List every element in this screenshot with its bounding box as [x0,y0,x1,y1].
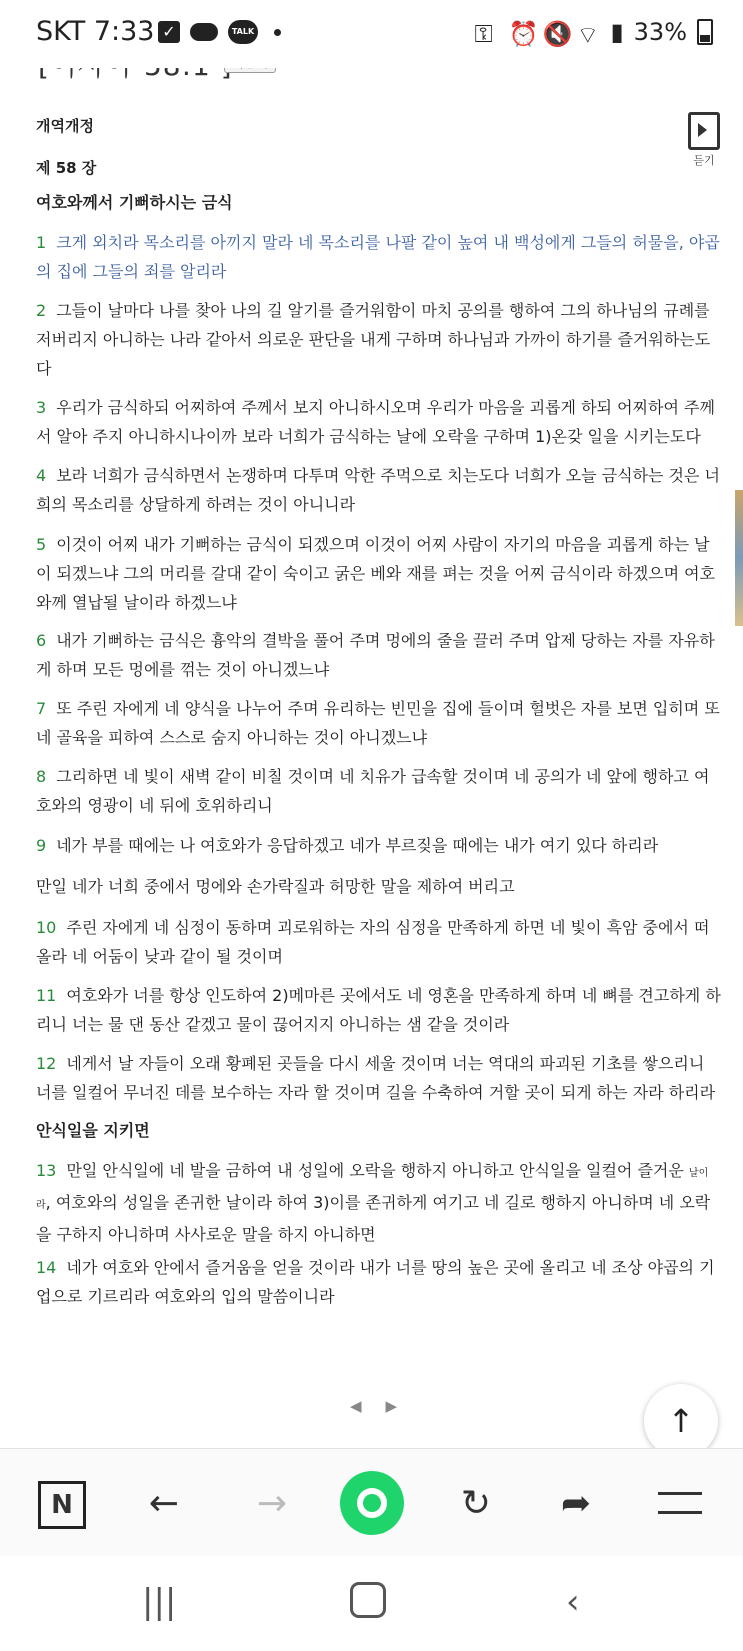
verse-text: 보라 너희가 금식하면서 논쟁하며 다투며 악한 주먹으로 치는도다 너희가 오늘 금식하는 것은 너희의 목소리를 상달하게 하려는 것이 아니니라 [36,466,721,514]
audio-play-icon [688,112,720,150]
verse-text: 주린 자에게 네 심정이 동하며 괴로워하는 자의 심정을 만족하게 하면 네 빛이 흑암 중에서 떠올라 네 어둠이 낮과 같이 될 것이며 [36,918,710,966]
verse-text: 만일 네가 너희 중에서 멍에와 손가락질과 허망한 말을 제하여 버리고 [36,877,515,896]
refresh-icon[interactable]: ↻ [460,1482,492,1524]
verse-text-small: 날이라 [36,1168,709,1211]
system-back-icon[interactable]: ‹ [566,1582,580,1622]
verse-text: 여호와가 너를 항상 인도하여 2)메마른 곳에서도 네 영혼을 만족하게 하며 네 뼈를 견고하게 하리니 너는 물 댄 동산 같겠고 물이 끊어지지 아니하는 샘 같을 것이라 [36,986,721,1034]
verse-text: 그들이 날마다 나를 찾아 나의 길 알기를 즐거워함이 마치 공의를 행하여 그의 하나님의 규례를 저버리지 아니하는 나라 같아서 의로운 판단을 내게 구하며 하나님과 가까이 하기를 즐거워하는도다 [36,301,711,378]
listen-button[interactable] [684,112,724,168]
version-title: 개역개정 [36,117,94,135]
verse-text: 우리가 금식하되 어찌하여 주께서 보지 아니하시오며 우리가 마음을 괴롭게 하되 어찌하여 주께서 알아 주지 아니하시나이까 보라 너희가 금식하는 날에 오락을 구하며 1)온갖 일을 시키는도다 [36,398,715,446]
verse-number: 7 [36,699,47,718]
listen-label: 듣기 [693,154,715,167]
share-icon[interactable]: ➦ [560,1482,592,1524]
verse-6[interactable] [36,626,722,684]
verse-number: 6 [36,631,47,650]
security-icon: ⚿ [474,20,493,48]
forward-arrow-icon[interactable]: → [256,1482,288,1524]
verse-9[interactable] [36,831,722,860]
side-image-edge [735,490,743,626]
system-navigation-bar [0,1556,743,1651]
verse-number: 12 [36,1054,57,1073]
verse-text: 내가 기뻐하는 금식은 흉악의 결박을 풀어 주며 멍에의 줄을 끌러 주며 압제 당하는 자를 자유하게 하며 모든 멍에를 꺾는 것이 아니겠느냐 [36,631,715,679]
mute-icon: 🔇 [542,20,573,48]
heading-sabbath [36,1116,722,1145]
recent-apps-icon[interactable]: ||| [142,1582,177,1622]
verse-3[interactable] [36,393,722,451]
more-notifications-dot-icon [274,29,281,36]
verse-number: 4 [36,466,47,485]
bottom-chapter-nav [350,1397,421,1415]
arrow-up-icon: ↑ [667,1402,695,1440]
signal-icon: ▮ [610,18,624,46]
section-heading: 여호와께서 기뻐하시는 금식 [36,193,233,212]
verse-4[interactable] [36,461,722,519]
green-dot-menu-button[interactable] [340,1471,404,1535]
status-right-icons [474,18,713,49]
alarm-icon: ⏰ [508,20,539,48]
naver-home-button[interactable]: N [38,1481,86,1529]
home-icon[interactable] [350,1582,386,1618]
verse-text: 또 주린 자에게 네 양식을 나누어 주며 유리하는 빈민을 집에 들이며 헐벗은 자를 보면 입히며 또 네 골육을 피하여 스스로 숨지 아니하는 것이 아니겠느냐 [36,699,720,747]
scroll-to-top-button[interactable] [644,1384,718,1458]
battery-icon [697,19,713,45]
verse-2[interactable] [36,296,722,383]
verse-10[interactable] [36,913,722,971]
verse-number: 14 [36,1258,57,1277]
verse-text: 그리하면 네 빛이 새벽 같이 비칠 것이며 네 치유가 급속할 것이며 네 공의가 네 앞에 행하고 여호와의 영광이 네 뒤에 호위하리니 [36,767,710,815]
prev-chapter-button[interactable]: ◀ [350,1397,386,1415]
verse-12[interactable] [36,1049,722,1107]
verse-number: 1 [36,233,47,252]
status-left-icons [158,20,281,44]
verse-text: 네게서 날 자들이 오래 황폐된 곳들을 다시 세울 것이며 너는 역대의 파괴된 기초를 쌓으리니 너를 일컬어 무너진 데를 보수하는 자라 할 것이며 길을 수축하여 거할 곳이 되게 하는 자라 하리라 [36,1054,716,1102]
back-arrow-icon[interactable]: ← [148,1482,180,1524]
chapter-title: 제 58 장 [36,159,97,177]
menu-icon[interactable] [652,1475,708,1531]
verse-number: 5 [36,535,47,554]
verse-number: 10 [36,918,57,937]
verse-13[interactable] [36,1156,722,1249]
verse-text: , 여호와의 성일을 존귀한 날이라 하여 3)이를 존귀하게 여기고 네 길로 행하지 아니하며 네 오락을 구하지 아니하며 사사로운 말을 하지 아니하면 [36,1193,711,1244]
verse-number: 2 [36,301,47,320]
browser-toolbar [0,1448,743,1557]
checkbox-notification-icon: ✓ [158,21,180,43]
verse-text: 크게 외치라 목소리를 아끼지 말라 네 목소리를 나팔 같이 높여 내 백성에게 그들의 허물을, 야곱의 집에 그들의 죄를 알리라 [36,233,720,281]
verse-7[interactable] [36,694,722,752]
heading-fasting [36,188,722,217]
battery-percent: 33% [633,18,687,46]
kakaotalk-icon: TALK [228,20,258,44]
cloud-icon [190,23,218,41]
wifi-icon: ⌔ [576,21,599,49]
verse-11[interactable] [36,981,722,1039]
verse-number: 11 [36,986,57,1005]
verse-text: 만일 안식일에 네 발을 금하여 내 성일에 오락을 행하지 아니하고 안식일을 일컬어 즐거운 [66,1161,689,1180]
next-chapter-button[interactable]: ▶ [385,1397,422,1415]
verse-8[interactable] [36,762,722,820]
status-time: SKT 7:33 [36,16,155,47]
verse-number: 3 [36,398,47,417]
verse-text: 이것이 어찌 내가 기뻐하는 금식이 되겠으며 이것이 어찌 사람이 자기의 마음을 괴롭게 하는 날이 되겠느냐 그의 머리를 갈대 같이 숙이고 굵은 베와 재를 펴는 것을 어찌 금식이라 하겠으며 여호와께 열납될 날이라 하겠느냐 [36,535,716,612]
verse-text: 네가 여호와 안에서 즐거움을 얻을 것이라 내가 너를 땅의 높은 곳에 올리고 네 조상 야곱의 기업으로 기르리라 여호와의 입의 말씀이니라 [36,1258,715,1306]
verse-number: 9 [36,836,47,855]
status-bar [0,0,743,68]
verse-9-continued[interactable] [36,872,722,901]
verse-number: 13 [36,1161,57,1180]
verse-number: 8 [36,767,47,786]
verse-14[interactable] [36,1253,722,1311]
verse-text: 네가 부를 때에는 나 여호와가 응답하겠고 네가 부르짖을 때에는 내가 여기 있다 하리라 [56,836,659,855]
verse-5[interactable] [36,530,722,617]
section-heading: 안식일을 지키면 [36,1121,150,1140]
verse-1[interactable] [36,228,722,286]
